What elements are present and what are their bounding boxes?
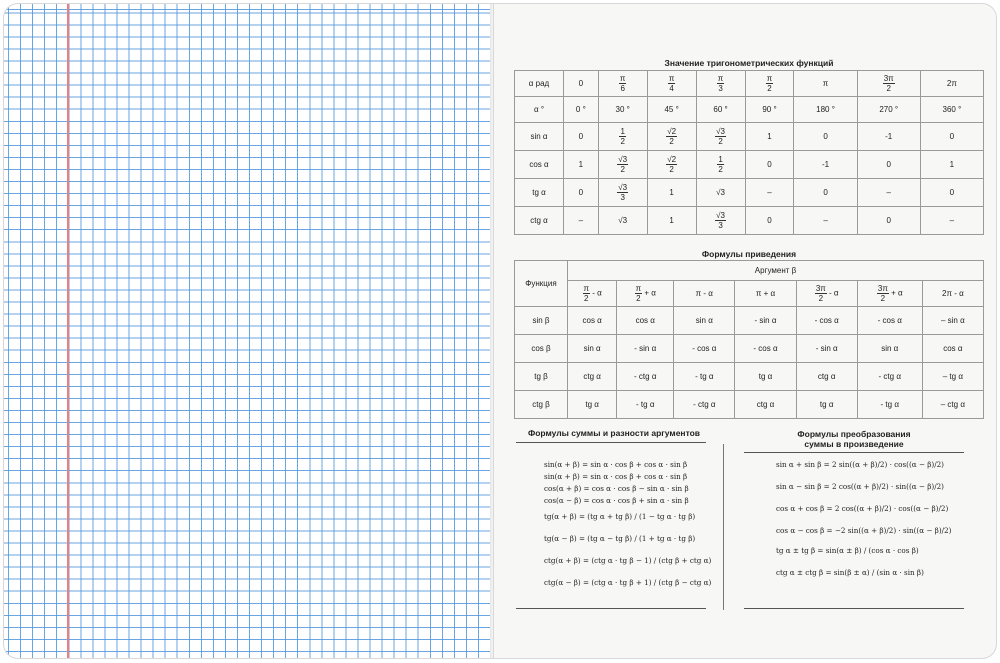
table-cell: 0: [564, 123, 599, 151]
reduction-row: [515, 307, 984, 335]
formula: cos(α + β) = cos α · cos β − sin α · sin β: [544, 484, 689, 493]
trig-table: [514, 70, 984, 235]
table-cell: 0 °: [564, 97, 599, 123]
table-cell: 180 °: [794, 97, 857, 123]
table-cell: $\frac{1}{2}$: [598, 123, 647, 151]
table-cell: - ctg α: [857, 363, 922, 391]
table-cell: $\frac{\pi}{4}$: [647, 71, 696, 97]
argument-cell: $\frac{\pi}{2}$ - α: [568, 281, 617, 307]
table-cell: 1: [920, 151, 983, 179]
table-cell: –: [920, 207, 983, 235]
table-cell: - sin α: [796, 335, 857, 363]
formula: tg α ± tg β = sin(α ± β) / (cos α · cos β): [776, 546, 919, 555]
table-cell: $\frac{3\pi}{2}$: [857, 71, 920, 97]
product-formulas: [776, 456, 976, 606]
table-cell: $\frac{\pi}{6}$: [598, 71, 647, 97]
table-cell: 0: [745, 207, 794, 235]
argument-cell: π + α: [735, 281, 796, 307]
formula: ctg(α − β) = (ctg α · tg β + 1) / (ctg β − ctg α): [544, 578, 712, 587]
table-cell: cos α: [617, 307, 674, 335]
trig-row-fn0: [515, 123, 984, 151]
table-cell: $\frac{\pi}{3}$: [696, 71, 745, 97]
reduction-table: [514, 260, 984, 419]
formula: cos α − cos β = −2 sin((α + β)/2) · sin((α − β)/2): [776, 526, 952, 535]
margin-line: [67, 4, 69, 658]
formula: cos(α − β) = cos α · cos β + sin α · sin β: [544, 496, 689, 505]
table-cell: 0: [794, 179, 857, 207]
table-cell: 0: [564, 71, 599, 97]
table-cell: - cos α: [857, 307, 922, 335]
table-cell: - sin α: [617, 335, 674, 363]
row-label: tg α: [515, 179, 564, 207]
trig-row-fn2: [515, 179, 984, 207]
table-cell: 1: [745, 123, 794, 151]
table-cell: – ctg α: [922, 391, 983, 419]
table-cell: 1: [647, 179, 696, 207]
table-cell: sin α: [857, 335, 922, 363]
formula: sin(α + β) = sin α · cos β + cos α · sin β: [544, 472, 688, 481]
table-cell: -1: [794, 151, 857, 179]
argument-header: Аргумент β: [568, 261, 984, 281]
table-cell: cos α: [568, 307, 617, 335]
reduction-args-row: [515, 281, 984, 307]
row-label: cos β: [515, 335, 568, 363]
table-cell: $\frac{√2}{2}$: [647, 151, 696, 179]
sum-formulas-title: Формулы суммы и разности аргументов: [527, 428, 701, 438]
table-cell: $\frac{√2}{2}$: [647, 123, 696, 151]
table-cell: 0: [857, 207, 920, 235]
table-cell: ctg α: [796, 363, 857, 391]
table-cell: - tg α: [857, 391, 922, 419]
table-cell: √3: [598, 207, 647, 235]
table-cell: 45 °: [647, 97, 696, 123]
table-cell: cos α: [922, 335, 983, 363]
formula: tg(α + β) = (tg α + tg β) / (1 − tg α · tg β): [544, 512, 696, 521]
table-cell: sin α: [674, 307, 735, 335]
table-cell: 0: [745, 151, 794, 179]
table-cell: 90 °: [745, 97, 794, 123]
table-cell: - cos α: [735, 335, 796, 363]
row-label: α °: [515, 97, 564, 123]
table-cell: –: [794, 207, 857, 235]
table-cell: sin α: [568, 335, 617, 363]
function-header: Функция: [515, 261, 568, 307]
sum-title-rule: [516, 442, 706, 443]
formula: ctg α ± ctg β = sin(β ± α) / (sin α · sin β): [776, 568, 924, 577]
table-cell: –: [564, 207, 599, 235]
table-cell: 0: [857, 151, 920, 179]
table-cell: $\frac{\pi}{2}$: [745, 71, 794, 97]
reduction-row: [515, 363, 984, 391]
table-cell: $\frac{√3}{2}$: [696, 123, 745, 151]
table-cell: -1: [857, 123, 920, 151]
table-cell: ctg α: [568, 363, 617, 391]
product-formulas-title-1: Формулы преобразования: [797, 429, 911, 439]
table-cell: $\frac{1}{2}$: [696, 151, 745, 179]
table-cell: – tg α: [922, 363, 983, 391]
product-bottom-rule: [744, 608, 964, 609]
reduction-row: [515, 335, 984, 363]
table-cell: π: [794, 71, 857, 97]
reduction-table-title: Формулы приведения: [701, 249, 797, 259]
trig-table-title: Значение тригонометрических функций: [664, 58, 834, 68]
table-cell: 1: [564, 151, 599, 179]
formula: sin α + sin β = 2 sin((α + β)/2) · cos((α − β)/2): [776, 460, 944, 469]
table-cell: - ctg α: [617, 363, 674, 391]
row-label: sin β: [515, 307, 568, 335]
table-cell: tg α: [735, 363, 796, 391]
table-cell: 0: [794, 123, 857, 151]
table-cell: - cos α: [674, 335, 735, 363]
product-title-rule: [744, 452, 964, 453]
row-label: ctg β: [515, 391, 568, 419]
row-label: α рад: [515, 71, 564, 97]
table-cell: 0: [920, 123, 983, 151]
argument-cell: $\frac{\pi}{2}$ + α: [617, 281, 674, 307]
formula: tg(α − β) = (tg α − tg β) / (1 + tg α · tg β): [544, 534, 696, 543]
formula: ctg(α + β) = (ctg α · tg β − 1) / (ctg β + ctg α): [544, 556, 712, 565]
table-cell: - tg α: [674, 363, 735, 391]
table-cell: 1: [647, 207, 696, 235]
formula: sin(α + β) = sin α · cos β + cos α · sin β: [544, 460, 688, 469]
grid-page: [4, 4, 492, 658]
table-cell: 2π: [920, 71, 983, 97]
table-cell: 270 °: [857, 97, 920, 123]
row-label: tg β: [515, 363, 568, 391]
table-cell: √3: [696, 179, 745, 207]
table-cell: - tg α: [617, 391, 674, 419]
trig-row-fn3: [515, 207, 984, 235]
table-cell: 0: [920, 179, 983, 207]
table-cell: - sin α: [735, 307, 796, 335]
trig-row-deg: [515, 97, 984, 123]
row-label: cos α: [515, 151, 564, 179]
table-cell: tg α: [568, 391, 617, 419]
argument-cell: $\frac{3\pi}{2}$ + α: [857, 281, 922, 307]
table-cell: –: [745, 179, 794, 207]
formula: sin α − sin β = 2 cos((α + β)/2) · sin((α − β)/2): [776, 482, 944, 491]
formula: cos α + cos β = 2 cos((α + β)/2) · cos((α − β)/2): [776, 504, 949, 513]
table-cell: tg α: [796, 391, 857, 419]
table-cell: ctg α: [735, 391, 796, 419]
table-cell: $\frac{√3}{3}$: [696, 207, 745, 235]
table-cell: $\frac{√3}{3}$: [598, 179, 647, 207]
sum-formulas: [544, 456, 734, 606]
argument-cell: π - α: [674, 281, 735, 307]
table-cell: 0: [564, 179, 599, 207]
table-cell: 60 °: [696, 97, 745, 123]
reduction-row: [515, 391, 984, 419]
product-formulas-title-2: суммы в произведение: [804, 439, 904, 449]
argument-cell: 2π - α: [922, 281, 983, 307]
argument-cell: $\frac{3\pi}{2}$ - α: [796, 281, 857, 307]
divider: [723, 444, 724, 610]
table-cell: 360 °: [920, 97, 983, 123]
trig-row-fn1: [515, 151, 984, 179]
table-cell: - ctg α: [674, 391, 735, 419]
trig-row-rad: [515, 71, 984, 97]
table-cell: – sin α: [922, 307, 983, 335]
reference-page: [494, 4, 996, 658]
table-cell: –: [857, 179, 920, 207]
table-cell: - cos α: [796, 307, 857, 335]
sum-bottom-rule: [516, 608, 706, 609]
table-cell: $\frac{√3}{2}$: [598, 151, 647, 179]
row-label: ctg α: [515, 207, 564, 235]
reduction-header-row: [515, 261, 984, 281]
table-cell: 30 °: [598, 97, 647, 123]
row-label: sin α: [515, 123, 564, 151]
